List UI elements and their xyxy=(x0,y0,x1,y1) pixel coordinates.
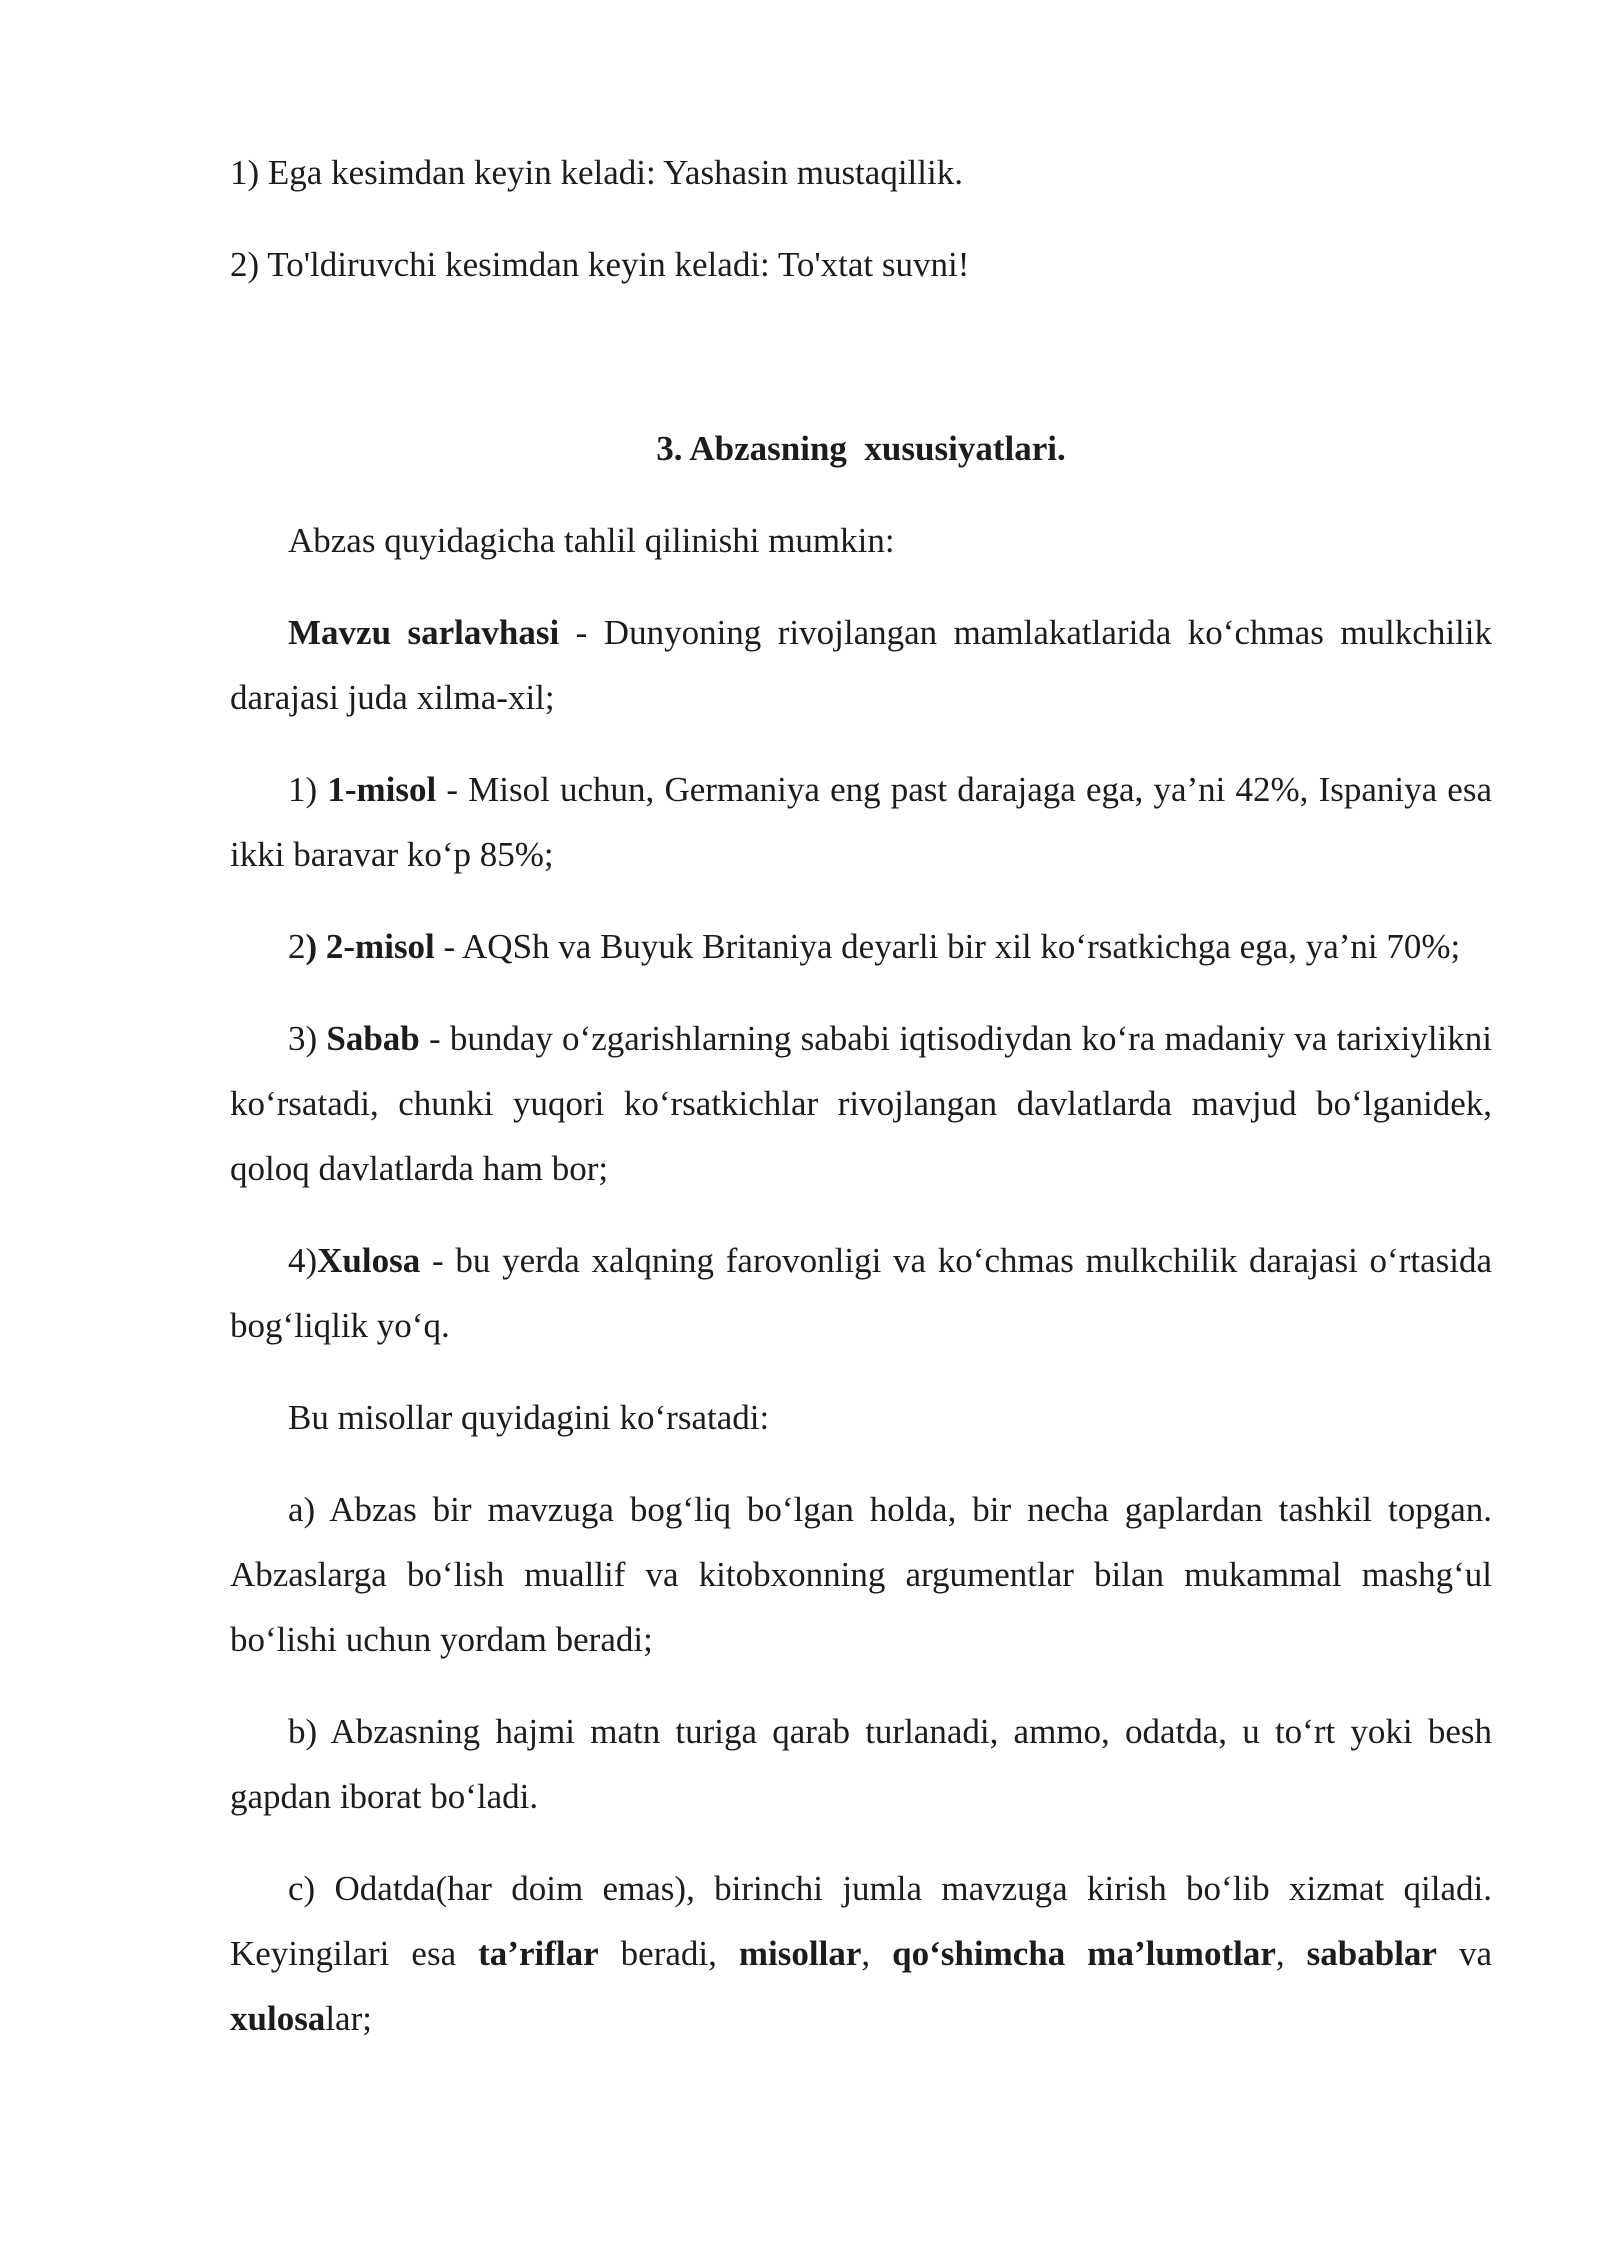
item-c-text-1: c) Odatda(har doim emas), birinchi jumla mavzuga kirish bo‘lib xizmat qiladi. Keyingilari esa xyxy=(230,1869,1492,1973)
item-a-paragraph: a) Abzas bir mavzuga bog‘liq bo‘lgan holda, bir necha gaplardan tashkil topgan. Abzaslarga bo‘lish muallif va kitobxonning argumentlar bilan mukammal mashg‘ul bo‘lishi uchun yordam beradi; xyxy=(230,1490,1492,1659)
misol1-text: - Misol uchun, Germaniya eng past darajaga ega, ya’ni 42%, Ispaniya esa ikki baravar ko‘p 85%; xyxy=(230,770,1492,874)
sabab-paragraph xyxy=(230,1006,1492,1201)
item-c-text-5: va xyxy=(1436,1934,1493,1973)
line-toldiruvchi: 2) To'ldiruvchi kesimdan keyin keladi: To'xtat suvni! xyxy=(230,245,970,284)
xulosa-paragraph xyxy=(230,1228,1492,1358)
misol2-paragraph xyxy=(230,914,1492,979)
mavzu-label: Mavzu sarlavhasi xyxy=(288,613,560,652)
misol2-label: ) 2-misol xyxy=(305,927,435,966)
document-page xyxy=(230,140,1492,2078)
item-b-paragraph: b) Abzasning hajmi matn turiga qarab turlanadi, ammo, odatda, u to‘rt yoki besh gapdan iborat bo‘ladi. xyxy=(230,1712,1492,1816)
sabab-prefix: 3) xyxy=(288,1019,327,1058)
item-c-text-2: beradi, xyxy=(598,1934,739,1973)
bu-misollar-paragraph: Bu misollar quyidagini ko‘rsatadi: xyxy=(288,1398,770,1437)
mavzu-text: - Dunyoning rivojlangan mamlakatlarida ko‘chmas mulkchilik darajasi juda xilma-xil; xyxy=(230,613,1492,717)
xulosa-label: Xulosa xyxy=(317,1241,421,1280)
item-c-bold-sabablar: sabablar xyxy=(1306,1934,1437,1973)
item-c-paragraph xyxy=(230,1856,1492,2051)
misol1-prefix: 1) xyxy=(288,770,328,809)
line-ega: 1) Ega kesimdan keyin keladi: Yashasin mustaqillik. xyxy=(230,153,963,192)
intro-paragraph: Abzas quyidagicha tahlil qilinishi mumkin: xyxy=(288,521,895,560)
item-c-bold-xulosa: xulosa xyxy=(230,1999,326,2038)
misol2-prefix: 2 xyxy=(288,927,306,966)
item-c-text-3: , xyxy=(861,1934,893,1973)
item-c-text-4: , xyxy=(1275,1934,1307,1973)
xulosa-prefix: 4) xyxy=(288,1241,318,1280)
xulosa-text: - bu yerda xalqning farovonligi va ko‘chmas mulkchilik darajasi o‘rtasida bog‘liqlik yo‘q. xyxy=(230,1241,1492,1345)
item-c-bold-qoshimcha: qo‘shimcha ma’lumotlar xyxy=(892,1934,1276,1973)
section-heading: 3. Abzasning xususiyatlari. xyxy=(656,429,1066,468)
misol2-text: - AQSh va Buyuk Britaniya deyarli bir xil ko‘rsatkichga ega, ya’ni 70%; xyxy=(434,927,1461,966)
item-c-bold-misollar: misollar xyxy=(738,1934,862,1973)
sabab-text: - bunday o‘zgarishlarning sababi iqtisodiydan ko‘ra madaniy va tarixiylikni ko‘rsatadi, chunki yuqori ko‘rsatkichlar rivojlangan davlatlarda mavjud bo‘lganidek, qoloq davlatlarda ham bor; xyxy=(230,1019,1493,1188)
spacer xyxy=(230,324,1492,416)
mavzu-paragraph xyxy=(230,600,1492,730)
misol1-paragraph xyxy=(230,757,1492,887)
misol1-label: 1-misol xyxy=(327,770,437,809)
item-c-text-6: lar; xyxy=(325,1999,372,2038)
item-c-bold-tariflar: ta’riflar xyxy=(478,1934,599,1973)
sabab-label: Sabab xyxy=(326,1019,420,1058)
